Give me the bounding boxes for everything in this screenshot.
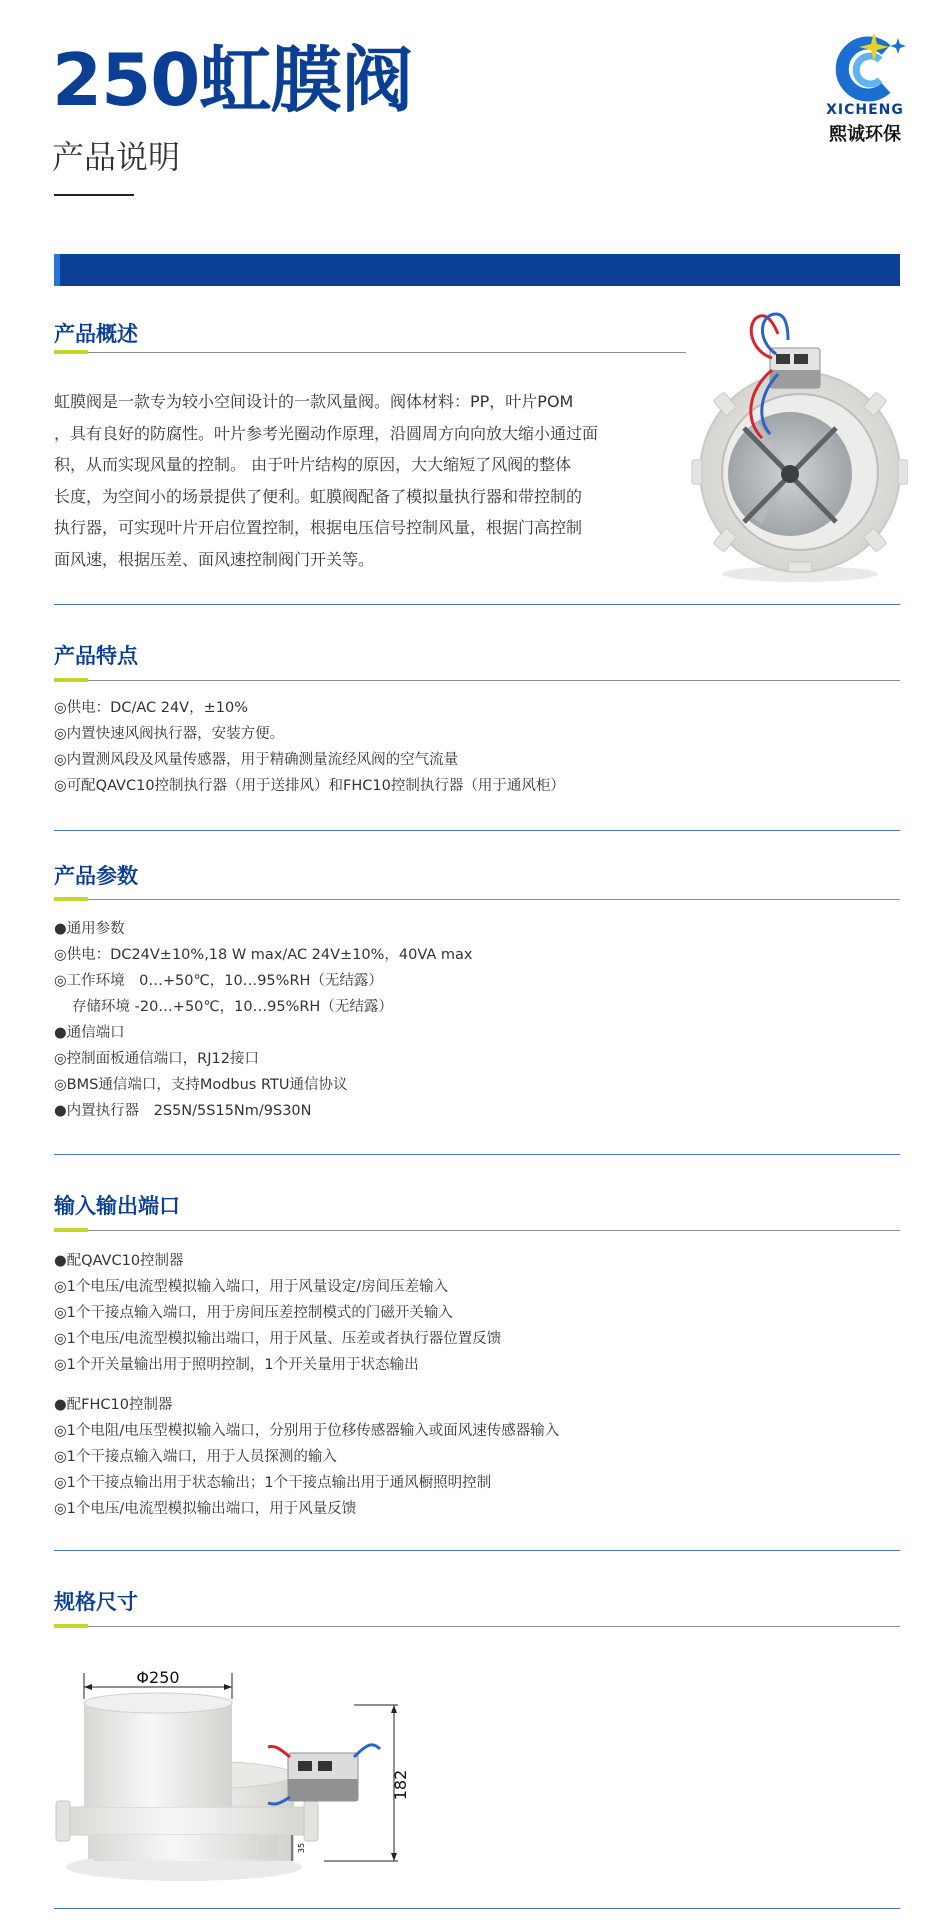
section-accent: [54, 1228, 88, 1232]
height-label: 182: [391, 1769, 410, 1801]
overview-line: 长度，为空间小的场景提供了便利。虹膜阀配备了模拟量执行器和带控制的: [54, 486, 583, 506]
section-accent: [54, 350, 88, 354]
company-logo: [810, 30, 920, 148]
list-item: ●配QAVC10控制器: [54, 1253, 184, 1269]
params-list: [54, 916, 473, 1124]
list-item: ◎内置快速风阀执行器，安装方便。: [54, 726, 285, 742]
features-list: [54, 695, 565, 799]
section-rule: [54, 352, 686, 353]
section-title-params: 产品参数: [54, 864, 138, 888]
list-item: ◎控制面板通信端口，RJ12接口: [54, 1051, 259, 1067]
section-title-features: 产品特点: [54, 644, 138, 668]
section-title-overview: 产品概述: [54, 322, 138, 346]
list-item: 存储环境 -20…+50℃，10…95%RH（无结露）: [72, 999, 393, 1015]
list-item: ●内置执行器 2S5N/5S15Nm/9S30N: [54, 1103, 312, 1119]
list-item: ◎1个干接点输入端口，用于人员探测的输入: [54, 1449, 337, 1465]
page-subtitle: 产品说明: [52, 138, 181, 176]
list-item: ◎工作环境 0…+50℃，10…95%RH（无结露）: [54, 973, 383, 989]
overview-paragraph: [54, 386, 598, 575]
section-rule: [54, 680, 900, 681]
list-item: ◎1个电压/电流型模拟输入端口，用于风量设定/房间压差输入: [54, 1279, 449, 1295]
section-accent: [54, 897, 88, 901]
list-item: ●通信端口: [54, 1025, 125, 1041]
list-item: ◎供电：DC24V±10%,18 W max/AC 24V±10%，40VA max: [54, 947, 473, 963]
overview-line: 虹膜阀是一款专为较小空间设计的一款风量阀。阀体材料：PP，叶片POM: [54, 392, 574, 411]
section-separator: [54, 1154, 900, 1155]
io-list-qavc10: [54, 1248, 501, 1378]
list-item: ●配FHC10控制器: [54, 1397, 173, 1413]
logo-mark-icon: [810, 30, 920, 102]
list-item: ●通用参数: [54, 921, 125, 937]
list-item: ◎1个电压/电流型模拟输出端口，用于风量、压差或者执行器位置反馈: [54, 1331, 502, 1347]
overview-line: 执行器，可实现叶片开启位置控制，根据电压信号控制风量，根据门高控制: [54, 518, 583, 537]
diameter-label: Φ250: [136, 1668, 180, 1687]
list-item: ◎1个电压/电流型模拟输出端口，用于风量反馈: [54, 1501, 357, 1517]
title-underline: [54, 194, 134, 196]
list-item: ◎供电：DC/AC 24V，±10%: [54, 700, 248, 716]
list-item: ◎可配QAVC10控制执行器（用于送排风）和FHC10控制执行器（用于通风柜）: [54, 778, 565, 794]
section-rule: [54, 899, 900, 900]
header-banner-bar: [54, 254, 900, 286]
overview-line: 面风速，根据压差、面风速控制阀门开关等。: [54, 549, 375, 569]
list-item: ◎1个开关量输出用于照明控制，1个开关量用于状态输出: [54, 1357, 419, 1373]
logo-text-cn: 熙诚环保: [829, 124, 901, 145]
overview-line: 积，从而实现风量的控制。 由于叶片结构的原因，大大缩短了风阀的整体: [54, 455, 572, 474]
base-height-label: 35: [297, 1842, 306, 1854]
page-title: 250虹膜阀: [52, 38, 413, 122]
list-item: ◎1个干接点输入端口，用于房间压差控制模式的门磁开关输入: [54, 1305, 453, 1321]
list-item: ◎BMS通信端口，支持Modbus RTU通信协议: [54, 1077, 348, 1093]
section-title-dimensions: 规格尺寸: [54, 1590, 138, 1614]
section-rule: [54, 1230, 900, 1231]
section-separator: [54, 1550, 900, 1551]
section-rule: [54, 1626, 900, 1627]
section-separator: [54, 830, 900, 831]
section-separator: [54, 604, 900, 605]
iris-damper-product-image: [688, 310, 908, 590]
list-item: ◎1个电阻/电压型模拟输入端口，分别用于位移传感器输入或面风速传感器输入: [54, 1423, 560, 1439]
section-accent: [54, 678, 88, 682]
section-title-io: 输入输出端口: [54, 1194, 180, 1218]
io-list-fhc10: [54, 1392, 559, 1522]
overview-line: ，具有良好的防腐性。叶片参考光圈动作原理，沿圆周方向向放大缩小通过面: [54, 423, 599, 443]
logo-text-en: XICHENG: [826, 102, 904, 118]
dimension-drawing: [54, 1665, 414, 1895]
header-banner-edge: [54, 254, 60, 286]
section-separator: [54, 1908, 900, 1909]
list-item: ◎1个干接点输出用于状态输出；1个干接点输出用于通风橱照明控制: [54, 1475, 492, 1491]
list-item: ◎内置测风段及风量传感器，用于精确测量流经风阀的空气流量: [54, 752, 459, 768]
section-accent: [54, 1624, 88, 1628]
